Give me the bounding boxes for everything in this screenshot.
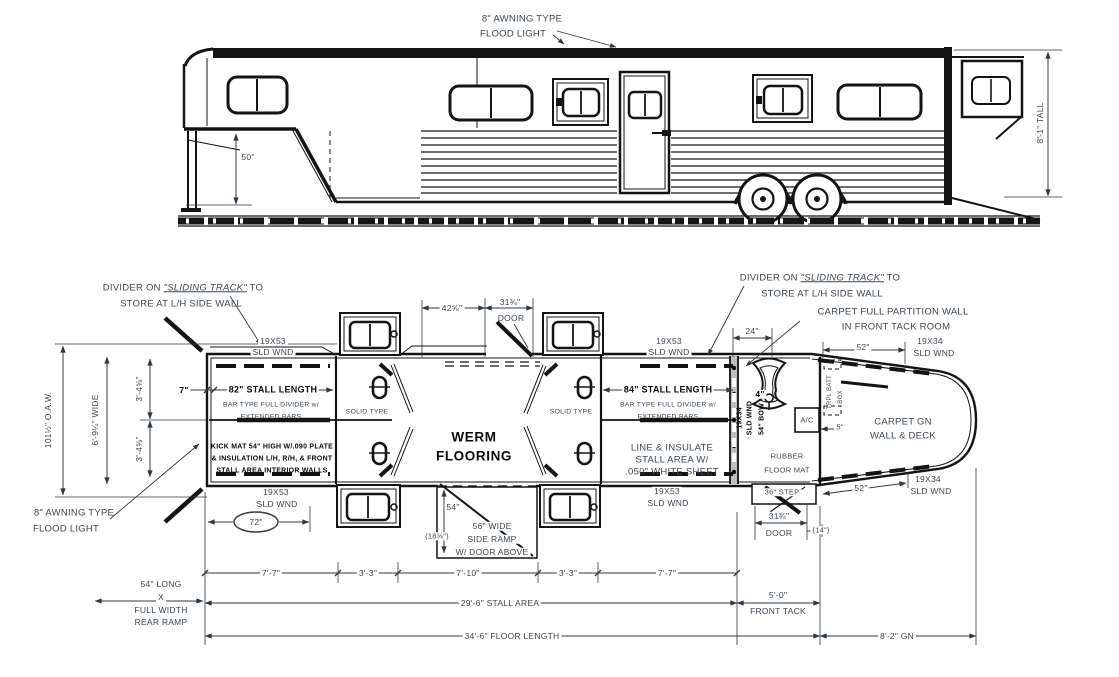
rear-ramp-line3: FULL WIDTH xyxy=(134,604,188,615)
rear-ramp-line2: X xyxy=(158,591,164,602)
liner-line3: .050" WHITE SHEET xyxy=(625,466,719,478)
divider-note-text: TO xyxy=(883,272,901,284)
ramp-height-dim: 54" xyxy=(446,501,460,512)
dim-24: 24" xyxy=(745,325,759,336)
dim-14: (14") xyxy=(812,525,830,535)
ac-unit: A/C xyxy=(800,415,814,425)
divider-note-text: DIVIDER ON xyxy=(102,282,164,294)
window-19x53-top-front-type: SLD WND xyxy=(648,346,690,357)
front-tack-label: FRONT TACK xyxy=(750,605,806,616)
rubber-mat-line2: FLOOR MAT xyxy=(764,465,810,475)
dim-52-top: 52" xyxy=(856,341,870,352)
carpet-gn-line1: CARPET GN xyxy=(874,416,932,428)
window-19x53-top-rear-type: SLD WND xyxy=(252,346,294,357)
window-19x53-bottom-front: 19X53 xyxy=(654,485,680,496)
window-19x34-bottom: 19X34 xyxy=(915,473,941,484)
awning-light-plan-line1: 8" AWNING TYPE xyxy=(33,507,115,519)
window-19x53-bottom-front-type: SLD WND xyxy=(647,497,689,508)
dim-stall-area: 29'-6" STALL AREA xyxy=(460,597,540,608)
bow-window-19x34: 19X34 xyxy=(736,407,744,429)
kick-mat-line3: STALL AREA INTERIOR WALLS xyxy=(216,467,328,475)
solid-type-front: SOLID TYPE xyxy=(549,408,593,416)
bar-divider-rear-line1: BAR TYPE FULL DIVIDER w/ xyxy=(223,401,319,409)
window-19x53-bottom-rear-type: SLD WND xyxy=(256,498,298,509)
divider-note-left-line1 xyxy=(103,283,263,293)
bow-window-size: 54" BOW xyxy=(758,403,766,435)
dim-3-3-rear: 3'-3" xyxy=(358,567,378,578)
dim-floor-length: 34'-6" FLOOR LENGTH xyxy=(464,630,560,641)
door-label-tack: DOOR xyxy=(765,527,793,538)
side-ramp-line2: SIDE RAMP xyxy=(467,533,517,544)
divider-note-text: DIVIDER ON xyxy=(739,272,801,284)
dim-half-width-top: 3'-4⅝" xyxy=(133,376,144,402)
dim-72: 72" xyxy=(249,516,263,527)
dim-gn: 8'-2" GN xyxy=(879,630,915,641)
dim-4: 4" xyxy=(755,388,765,399)
rubber-mat-line1: RUBBER xyxy=(770,451,804,461)
divider-note-left-line2: STORE AT L/H SIDE WALL xyxy=(120,298,242,310)
carpet-partition-line2: IN FRONT TACK ROOM xyxy=(841,321,951,333)
flood-light-callout-line2: FLOOD LIGHT xyxy=(479,28,547,40)
side-ramp-line3: W/ DOOR ABOVE xyxy=(455,546,529,557)
dim-7-7-front: 7'-7" xyxy=(657,567,677,578)
awning-light-plan-line2: FLOOD LIGHT xyxy=(32,523,100,535)
dim-wide: 6'-9¼" WIDE xyxy=(89,394,100,446)
door-label-top: DOOR xyxy=(497,312,525,323)
werm-flooring-line2: FLOORING xyxy=(435,448,513,464)
rear-ramp-line1: 54" LONG xyxy=(140,578,182,589)
flood-light-callout-line1: 8" AWNING TYPE xyxy=(481,13,563,25)
solid-type-rear: SOLID TYPE xyxy=(345,408,389,416)
carpet-gn-line2: WALL & DECK xyxy=(870,430,936,442)
rear-ramp-line4: REAR RAMP xyxy=(134,616,188,627)
bar-divider-front-line2: EXTENDED BARS xyxy=(637,413,699,421)
dim-7: 7" xyxy=(179,384,189,395)
battery-box-line1: TRPL BATT xyxy=(827,375,833,409)
window-19x34-bottom-type: SLD WND xyxy=(910,485,952,496)
dim-52-bottom: 52" xyxy=(854,482,868,493)
ramp-offset-dim: (18⅜") xyxy=(425,531,449,541)
kick-mat-line2: & INSULATION L/H, R/H, & FRONT xyxy=(211,455,333,463)
bar-divider-rear-line2: EXTENDED BARS xyxy=(240,413,302,421)
overall-height-dim: 8'-1" TALL xyxy=(1034,102,1045,144)
window-19x53-top-rear: 19X53 xyxy=(260,335,286,346)
dim-7-7-rear: 7'-7" xyxy=(261,567,281,578)
liner-line2: STALL AREA W/ xyxy=(635,454,709,466)
window-19x53-top-front: 19X53 xyxy=(656,335,682,346)
dim-42: 42⅝" xyxy=(441,302,463,313)
kick-mat-line1: KICK MAT 54" HIGH W/.090 PLATE xyxy=(210,443,334,451)
dim-31-tack: 31¾" xyxy=(768,510,790,521)
dim-3-3-front: 3'-3" xyxy=(558,567,578,578)
battery-box-line2: BOX xyxy=(838,390,844,404)
gooseneck-drop-dim: 50" xyxy=(241,151,255,162)
divider-note-right-line2: STORE AT L/H SIDE WALL xyxy=(761,288,883,300)
dim-oaw: 101½" O.A.W. xyxy=(42,391,53,449)
werm-flooring-line1: WERM xyxy=(451,429,497,445)
window-19x53-bottom-rear: 19X53 xyxy=(263,486,289,497)
dim-7-10: 7'-10" xyxy=(456,567,480,578)
dim-half-width-bottom: 3'-4⅝" xyxy=(133,436,144,462)
divider-note-text: TO xyxy=(246,282,264,294)
bow-window-type: SLD WND xyxy=(746,400,754,436)
side-elevation xyxy=(178,47,1040,226)
window-19x34-top: 19X34 xyxy=(917,335,943,346)
sliding-track-text: "SLIDING TRACK" xyxy=(800,272,884,284)
rear-stall-length: 82" STALL LENGTH xyxy=(228,384,318,395)
liner-line1: LINE & INSULATE xyxy=(630,442,714,454)
side-ramp-line1: 56" WIDE xyxy=(472,520,512,531)
window-19x34-top-type: SLD WND xyxy=(913,347,955,358)
front-tack-dim: 5'-0" xyxy=(768,589,788,600)
divider-note-right-line1 xyxy=(740,273,900,283)
sliding-track-text: "SLIDING TRACK" xyxy=(163,282,247,294)
bar-divider-front-line1: BAR TYPE FULL DIVIDER w/ xyxy=(620,401,716,409)
carpet-partition-line1: CARPET FULL PARTITION WALL xyxy=(817,306,969,318)
dim-5: 5" xyxy=(836,422,844,432)
dim-31-top: 31¾" xyxy=(499,296,521,307)
front-stall-length: 84" STALL LENGTH xyxy=(623,384,713,395)
step-label: 36" STEP xyxy=(764,487,800,497)
